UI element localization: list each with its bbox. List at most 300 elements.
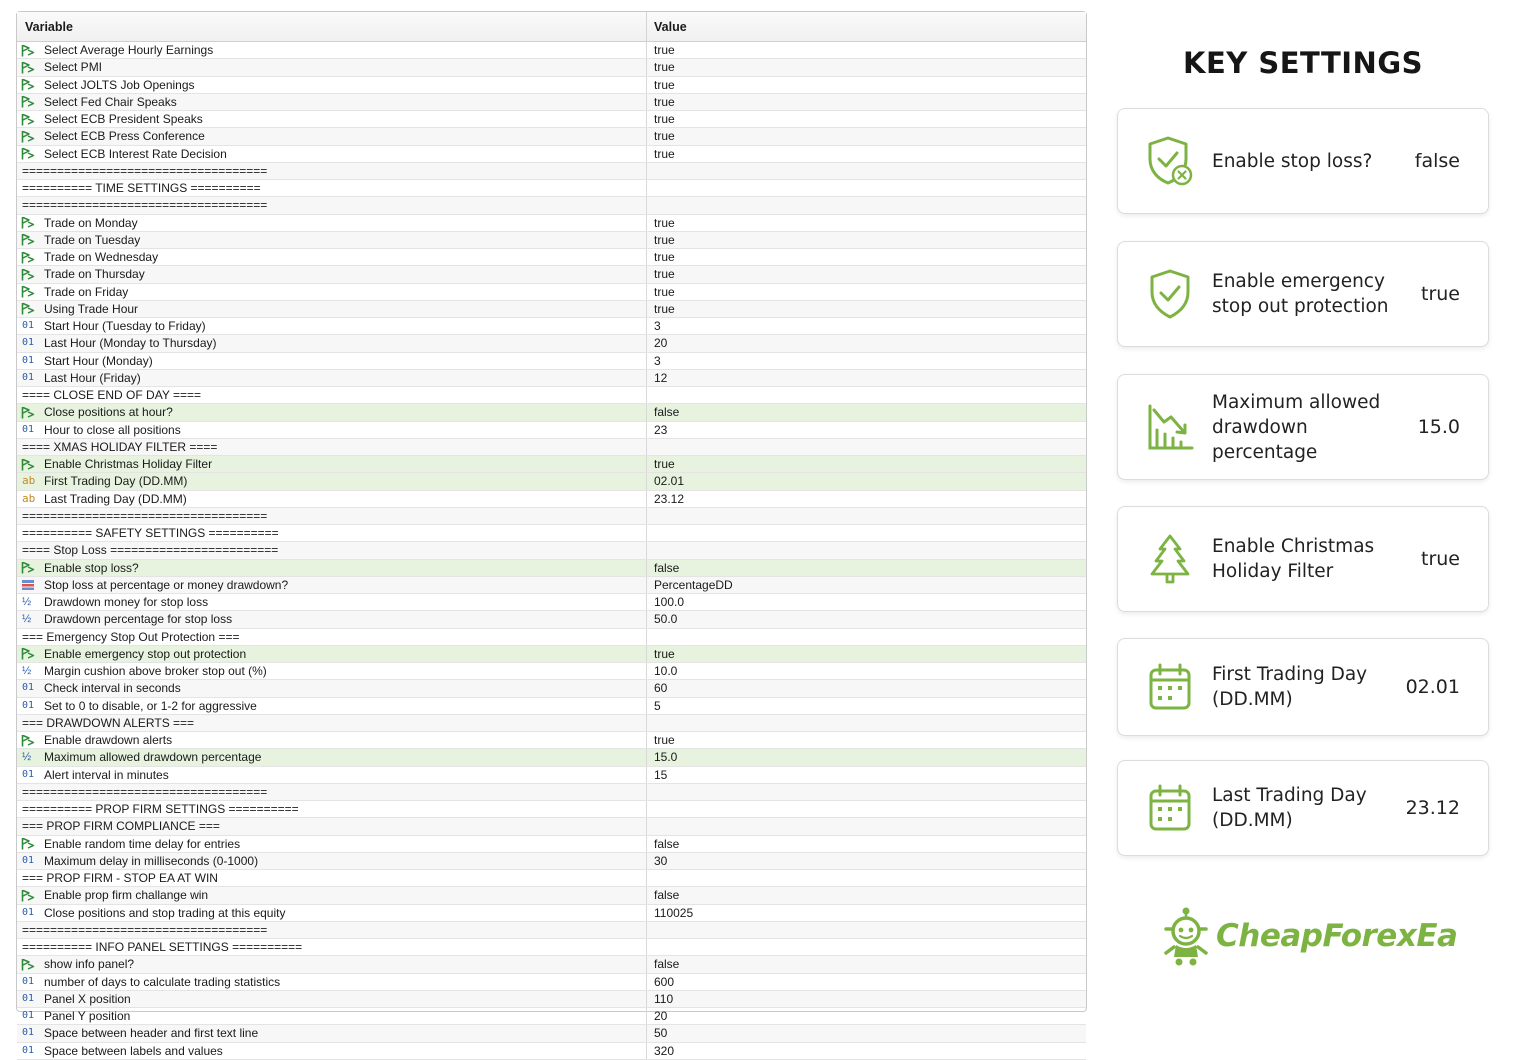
table-row[interactable] (17, 905, 1086, 922)
variable-cell (17, 335, 647, 351)
variable-cell (17, 853, 647, 869)
variable-cell (17, 922, 647, 938)
variable-cell (17, 577, 647, 593)
variable-cell (17, 991, 647, 1007)
value-cell (647, 922, 1086, 938)
table-header (17, 12, 1086, 42)
value-cell[interactable]: 110025 (654, 905, 694, 920)
value-cell[interactable]: 100.0 (654, 595, 685, 610)
variable-name: Close positions at hour? (44, 405, 173, 420)
double-icon: ½ (22, 613, 32, 626)
table-row[interactable] (17, 732, 1086, 749)
table-row[interactable] (17, 146, 1086, 163)
variable-cell (17, 146, 647, 162)
integer-icon: 01 (22, 423, 35, 435)
variable-cell (17, 870, 647, 886)
table-row[interactable] (17, 956, 1086, 973)
variable-cell (17, 42, 647, 58)
separator-row (17, 439, 1086, 456)
value-cell[interactable]: true (654, 250, 675, 265)
value-cell[interactable]: true (654, 60, 675, 75)
bool-flag-icon (21, 302, 41, 316)
table-row[interactable] (17, 422, 1086, 439)
tree-icon (1140, 531, 1200, 587)
variable-cell (17, 439, 647, 455)
value-cell[interactable]: 20 (654, 336, 668, 351)
variable-cell (17, 784, 647, 800)
variable-name: ========== INFO PANEL SETTINGS ========== (22, 940, 303, 955)
variable-name: Trade on Wednesday (44, 250, 159, 265)
variable-name: Alert interval in minutes (44, 767, 169, 782)
separator-row (17, 180, 1086, 197)
value-cell[interactable]: 15.0 (654, 750, 678, 765)
variable-name: Drawdown money for stop loss (44, 595, 209, 610)
key-settings-title: KEY SETTINGS (1182, 46, 1424, 80)
variable-name: Enable stop loss? (44, 560, 139, 575)
bool-flag-icon (21, 78, 41, 92)
variable-cell (17, 594, 647, 610)
separator-row (17, 629, 1086, 646)
value-cell[interactable]: 15 (654, 767, 668, 782)
value-cell[interactable]: 10.0 (654, 664, 678, 679)
variable-name: =================================== (22, 198, 268, 213)
variable-name: === PROP FIRM - STOP EA AT WIN (22, 871, 218, 886)
variable-cell (17, 749, 647, 765)
variable-name: Select ECB President Speaks (44, 112, 203, 127)
separator-row (17, 163, 1086, 180)
value-cell (647, 715, 1086, 731)
variable-cell (17, 77, 647, 93)
variable-cell (17, 249, 647, 265)
variable-cell (17, 732, 647, 748)
variable-cell (17, 163, 647, 179)
variable-cell (17, 1008, 647, 1024)
variable-cell (17, 128, 647, 144)
variable-name: Select PMI (44, 60, 103, 75)
bool-flag-icon (21, 95, 41, 109)
separator-row (17, 939, 1086, 956)
robot-mascot-icon (1160, 905, 1212, 967)
variable-cell (17, 525, 647, 541)
variable-name: === Emergency Stop Out Protection === (22, 629, 240, 644)
bool-flag-icon (21, 733, 41, 747)
table-row[interactable] (17, 991, 1086, 1008)
integer-icon: 01 (22, 354, 35, 366)
variable-name: =================================== (22, 922, 268, 937)
value-cell[interactable]: 110 (654, 991, 674, 1006)
string-icon: ab (22, 491, 36, 505)
separator-row (17, 801, 1086, 818)
variable-cell (17, 939, 647, 955)
key-card-max-drawdown (1117, 374, 1489, 480)
key-card-stop-loss (1117, 108, 1489, 214)
drawdown-chart-icon (1140, 399, 1200, 455)
table-row[interactable] (17, 1025, 1086, 1042)
table-row[interactable] (17, 111, 1086, 128)
value-cell[interactable]: true (654, 94, 675, 109)
value-cell[interactable]: true (654, 284, 675, 299)
variable-cell (17, 629, 647, 645)
variable-cell (17, 611, 647, 627)
key-card-value: false (1414, 150, 1460, 172)
value-cell (647, 180, 1086, 196)
value-cell (647, 163, 1086, 179)
variable-name: Trade on Tuesday (44, 232, 141, 247)
variable-name: Select Average Hourly Earnings (44, 43, 214, 58)
variable-name: show info panel? (44, 957, 135, 972)
value-cell[interactable]: 23 (654, 422, 668, 437)
value-cell[interactable]: 50.0 (654, 612, 678, 627)
variable-name: Last Hour (Monday to Thursday) (44, 336, 217, 351)
table-row[interactable] (17, 94, 1086, 111)
key-card-value: 15.0 (1417, 416, 1460, 438)
integer-icon: 01 (22, 768, 35, 780)
variable-cell (17, 663, 647, 679)
table-row[interactable] (17, 646, 1086, 663)
table-row[interactable] (17, 59, 1086, 76)
bool-flag-icon (21, 233, 41, 247)
variable-name: Select JOLTS Job Openings (44, 77, 195, 92)
value-cell[interactable]: 20 (654, 1009, 668, 1024)
integer-icon: 01 (22, 854, 35, 866)
bool-flag-icon (21, 112, 41, 126)
value-cell[interactable]: true (654, 232, 675, 247)
variable-cell (17, 491, 647, 507)
value-cell (647, 818, 1086, 834)
key-card-value: true (1421, 283, 1460, 305)
key-card-emergency-stop (1117, 241, 1489, 347)
key-card-xmas-filter (1117, 506, 1489, 612)
variable-name: =================================== (22, 508, 268, 523)
variable-name: Maximum allowed drawdown percentage (44, 750, 262, 765)
table-row[interactable] (17, 749, 1086, 766)
table-row[interactable] (17, 663, 1086, 680)
table-row[interactable] (17, 318, 1086, 335)
string-icon: ab (22, 474, 36, 488)
value-cell[interactable]: false (654, 405, 680, 420)
table-row[interactable] (17, 42, 1086, 59)
table-row[interactable] (17, 473, 1086, 490)
separator-row (17, 508, 1086, 525)
table-row[interactable] (17, 215, 1086, 232)
variable-cell (17, 370, 647, 386)
key-card-value: 02.01 (1405, 676, 1460, 698)
key-card-label: Enable stop loss? (1212, 150, 1373, 172)
variable-cell (17, 197, 647, 213)
variable-name: Margin cushion above broker stop out (%) (44, 664, 267, 679)
variable-name: ==== XMAS HOLIDAY FILTER ==== (22, 439, 218, 454)
variable-name: Space between header and first text line (44, 1026, 259, 1041)
variable-name: Maximum delay in milliseconds (0-1000) (44, 853, 259, 868)
value-cell[interactable]: true (654, 646, 675, 661)
value-cell[interactable]: PercentageDD (654, 577, 733, 592)
variable-cell (17, 266, 647, 282)
variable-cell (17, 387, 647, 403)
bool-flag-icon (21, 60, 41, 74)
bool-flag-icon (21, 267, 41, 281)
variable-name: Start Hour (Tuesday to Friday) (44, 319, 206, 334)
bool-flag-icon (21, 285, 41, 299)
value-cell[interactable]: 320 (654, 1043, 675, 1058)
variable-cell (17, 456, 647, 472)
table-row[interactable] (17, 836, 1086, 853)
calendar-icon (1140, 780, 1200, 836)
variable-name: Enable drawdown alerts (44, 733, 173, 748)
table-row[interactable] (17, 611, 1086, 628)
integer-icon: 01 (22, 1010, 35, 1022)
variable-cell (17, 1025, 647, 1041)
table-row[interactable] (17, 853, 1086, 870)
variable-name: Space between labels and values (44, 1043, 223, 1058)
integer-icon: 01 (22, 699, 35, 711)
table-row[interactable] (17, 491, 1086, 508)
integer-icon: 01 (22, 1044, 35, 1056)
variable-name: First Trading Day (DD.MM) (44, 474, 188, 489)
value-cell[interactable]: 3 (654, 319, 661, 334)
variable-name: ==== Stop Loss ======================== (22, 543, 279, 558)
separator-row (17, 715, 1086, 732)
table-row[interactable] (17, 335, 1086, 352)
variable-cell (17, 111, 647, 127)
bool-flag-icon (21, 147, 41, 161)
variable-cell (17, 284, 647, 300)
calendar-icon (1140, 659, 1200, 715)
variable-cell (17, 698, 647, 714)
bool-flag-icon (21, 250, 41, 264)
value-cell[interactable]: true (654, 733, 675, 748)
variable-name: Check interval in seconds (44, 681, 181, 696)
integer-icon: 01 (22, 906, 35, 918)
table-row[interactable] (17, 353, 1086, 370)
variable-cell (17, 301, 647, 317)
variable-name: Trade on Monday (44, 215, 138, 230)
variable-name: Enable random time delay for entries (44, 836, 241, 851)
shield-check-icon (1140, 266, 1200, 322)
value-cell (647, 784, 1086, 800)
value-cell[interactable]: 600 (654, 974, 675, 989)
variable-cell (17, 232, 647, 248)
value-cell[interactable]: 23.12 (654, 491, 685, 506)
variable-name: ========== SAFETY SETTINGS ========== (22, 526, 279, 541)
variable-name: Last Hour (Friday) (44, 370, 141, 385)
variable-cell (17, 318, 647, 334)
bool-flag-icon (21, 43, 41, 57)
value-cell (647, 439, 1086, 455)
value-cell (647, 542, 1086, 558)
table-row[interactable] (17, 128, 1086, 145)
variable-name: Last Trading Day (DD.MM) (44, 491, 187, 506)
separator-row (17, 525, 1086, 542)
brand-name: CheapForexEa (1216, 918, 1458, 954)
variable-cell (17, 956, 647, 972)
table-row[interactable] (17, 266, 1086, 283)
variable-cell (17, 801, 647, 817)
key-card-value: true (1421, 548, 1460, 570)
variable-cell (17, 542, 647, 558)
table-row[interactable] (17, 698, 1086, 715)
table-row[interactable] (17, 560, 1086, 577)
value-cell (647, 939, 1086, 955)
variable-cell (17, 94, 647, 110)
value-cell[interactable]: false (654, 836, 680, 851)
value-cell[interactable]: 02.01 (654, 474, 685, 489)
variable-name: === DRAWDOWN ALERTS === (22, 715, 195, 730)
variable-cell (17, 422, 647, 438)
variable-cell (17, 1043, 647, 1059)
variable-name: Start Hour (Monday) (44, 353, 153, 368)
table-row[interactable] (17, 974, 1086, 991)
table-body (17, 42, 1086, 1060)
table-row[interactable] (17, 404, 1086, 421)
value-cell[interactable]: false (654, 957, 680, 972)
table-row[interactable] (17, 1008, 1086, 1025)
variable-name: =================================== (22, 163, 268, 178)
value-cell (647, 508, 1086, 524)
value-cell (647, 801, 1086, 817)
double-icon: ½ (22, 751, 32, 764)
value-cell[interactable]: true (654, 267, 675, 282)
variable-name: Hour to close all positions (44, 422, 181, 437)
value-cell[interactable]: true (654, 112, 675, 127)
value-cell[interactable]: 12 (654, 370, 668, 385)
value-cell[interactable]: 30 (654, 853, 668, 868)
variable-cell (17, 767, 647, 783)
variable-cell (17, 215, 647, 231)
variable-name: Panel Y position (44, 1009, 131, 1024)
key-card-label: Maximum allowed drawdown percentage (1212, 391, 1381, 463)
table-row[interactable] (17, 1043, 1086, 1060)
variable-cell (17, 508, 647, 524)
column-header-value[interactable]: Value (654, 20, 687, 34)
table-row[interactable] (17, 232, 1086, 249)
key-card-label: Enable emergency stop out protection (1212, 271, 1389, 317)
variable-cell (17, 905, 647, 921)
bool-flag-icon (21, 405, 41, 419)
value-cell (647, 525, 1086, 541)
key-card-label: Enable Christmas Holiday Filter (1212, 536, 1375, 582)
variable-cell (17, 680, 647, 696)
inputs-table (16, 11, 1087, 1058)
table-row[interactable] (17, 680, 1086, 697)
table-row[interactable] (17, 284, 1086, 301)
separator-row (17, 922, 1086, 939)
value-cell[interactable]: 3 (654, 353, 661, 368)
variable-name: Enable emergency stop out protection (44, 646, 247, 661)
shield-x-icon (1140, 133, 1200, 189)
variable-name: number of days to calculate trading statistics (44, 974, 281, 989)
variable-name: === PROP FIRM COMPLIANCE === (22, 819, 220, 834)
separator-row (17, 784, 1086, 801)
variable-name: Panel X position (44, 991, 131, 1006)
value-cell[interactable]: true (654, 43, 675, 58)
variable-cell (17, 353, 647, 369)
bool-flag-icon (21, 647, 41, 661)
variable-name: Select Fed Chair Speaks (44, 94, 177, 109)
value-cell[interactable]: true (654, 77, 675, 92)
key-card-label: Last Trading Day (DD.MM) (1212, 785, 1367, 831)
value-cell[interactable]: true (654, 301, 675, 316)
value-cell[interactable]: 5 (654, 698, 661, 713)
variable-cell (17, 59, 647, 75)
variable-name: Select ECB Press Conference (44, 129, 205, 144)
value-cell (647, 629, 1086, 645)
enum-list-icon (21, 578, 41, 592)
table-row[interactable] (17, 887, 1086, 904)
variable-name: Trade on Friday (44, 284, 129, 299)
variable-name: ==== CLOSE END OF DAY ==== (22, 388, 201, 403)
key-card-label: First Trading Day (DD.MM) (1212, 664, 1368, 710)
value-cell[interactable]: true (654, 146, 675, 161)
value-cell (647, 870, 1086, 886)
bool-flag-icon (21, 129, 41, 143)
variable-cell (17, 715, 647, 731)
separator-row (17, 542, 1086, 559)
variable-name: Using Trade Hour (44, 301, 139, 316)
integer-icon: 01 (22, 992, 35, 1004)
value-cell[interactable]: 60 (654, 681, 668, 696)
integer-icon: 01 (22, 682, 35, 694)
bool-flag-icon (21, 561, 41, 575)
value-cell[interactable]: 50 (654, 1026, 668, 1041)
variable-name: ========== PROP FIRM SETTINGS ========== (22, 802, 299, 817)
bool-flag-icon (21, 957, 41, 971)
value-cell (647, 197, 1086, 213)
value-cell[interactable]: true (654, 129, 675, 144)
double-icon: ½ (22, 596, 32, 609)
separator-row (17, 197, 1086, 214)
table-row[interactable] (17, 456, 1086, 473)
variable-name: Select ECB Interest Rate Decision (44, 146, 227, 161)
variable-name: =================================== (22, 784, 268, 799)
table-row[interactable] (17, 370, 1086, 387)
variable-name: Drawdown percentage for stop loss (44, 612, 233, 627)
variable-name: Close positions and stop trading at this equity (44, 905, 286, 920)
integer-icon: 01 (22, 975, 35, 987)
variable-cell (17, 887, 647, 903)
variable-cell (17, 818, 647, 834)
variable-name: ========== TIME SETTINGS ========== (22, 181, 261, 196)
separator-row (17, 387, 1086, 404)
table-row[interactable] (17, 594, 1086, 611)
table-row[interactable] (17, 767, 1086, 784)
variable-name: Enable prop firm challange win (44, 888, 209, 903)
variable-name: Set to 0 to disable, or 1-2 for aggressive (44, 698, 257, 713)
variable-cell (17, 473, 647, 489)
variable-cell (17, 404, 647, 420)
integer-icon: 01 (22, 337, 35, 349)
variable-cell (17, 646, 647, 662)
table-row[interactable] (17, 77, 1086, 94)
key-card-value: 23.12 (1405, 797, 1460, 819)
integer-icon: 01 (22, 371, 35, 383)
integer-icon: 01 (22, 320, 35, 332)
value-cell[interactable]: true (654, 457, 675, 472)
key-card-first-trading-day (1117, 638, 1489, 736)
value-cell[interactable]: false (654, 560, 680, 575)
variable-name: Enable Christmas Holiday Filter (44, 457, 213, 472)
table-row[interactable] (17, 577, 1086, 594)
variable-cell (17, 974, 647, 990)
table-row[interactable] (17, 301, 1086, 318)
bool-flag-icon (21, 888, 41, 902)
value-cell[interactable]: true (654, 215, 675, 230)
table-row[interactable] (17, 249, 1086, 266)
integer-icon: 01 (22, 1027, 35, 1039)
column-header-variable[interactable]: Variable (17, 12, 647, 41)
value-cell[interactable]: false (654, 888, 680, 903)
value-cell (647, 387, 1086, 403)
bool-flag-icon (21, 457, 41, 471)
